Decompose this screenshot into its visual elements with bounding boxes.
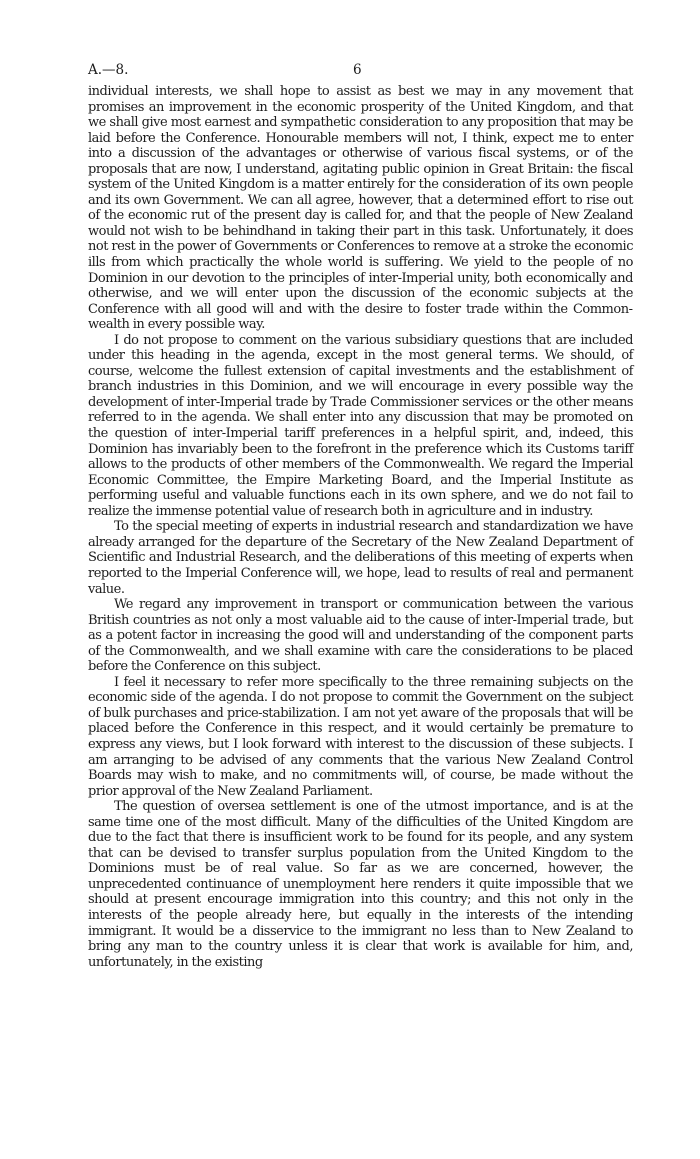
paragraph-transport: We regard any improvement in transport or communication between the various British countries as not only a most valuable aid to the cause of inter-Imperial trade, but as a potent factor in increasing the good will and understanding of the component parts of the Commonwealth, and we shall examine with care the considerations to be placed before the Conference on this subject. xyxy=(88,597,633,675)
body-text xyxy=(88,84,633,970)
paragraph-continued: individual interests, we shall hope to assist as best we may in any movement that promises an improvement in the economic prosperity of the United Kingdom, and that we shall give most earnest and sympathetic consideration to any proposition that may be laid before the Conference. Honourable members will not, I think, expect me to enter into a discussion of the advantages or otherwise of various fiscal systems, or of the proposals that are now, I understand, agitating public opinion in Great Britain: the fiscal system of the United Kingdom is a matter entirely for the consideration of its own people and its own Government. We can all agree, however, that a determined effort to rise out of the economic rut of the present day is called for, and that the people of New Zealand would not wish to be behindhand in taking their part in this task. Unfortunately, it does not rest in the power of Governments or Conferences to remove at a stroke the economic ills from which practically the whole world is suffering. We yield to the people of no Dominion in our devotion to the principles of inter-Imperial unity, both economically and otherwise, and we will enter upon the discussion of the economic subjects at the Conference with all good will and with the desire to foster trade within the Commonwealth in every possible way. xyxy=(88,84,633,333)
document-page xyxy=(88,62,633,970)
document-reference: A.—8. xyxy=(88,62,129,78)
paragraph-subsidiary-questions: I do not propose to comment on the various subsidiary questions that are included under this heading in the agenda, except in the most general terms. We should, of course, welcome the fullest extension of capital investments and the establishment of branch industries in this Dominion, and we will encourage in every possible way the development of inter-Imperial trade by Trade Commissioner services or the other means referred to in the agenda. We shall enter into any discussion that may be promoted on the question of inter-Imperial tariff preferences in a helpful spirit, and, indeed, this Dominion has invariably been to the forefront in the preference which its Customs tariff allows to the products of other members of the Commonwealth. We regard the Imperial Economic Committee, the Empire Marketing Board, and the Imperial Institute as performing useful and valuable functions each in its own sphere, and we do not fail to realize the immense potential value of research both in agriculture and in industry. xyxy=(88,332,633,519)
paragraph-economic-subjects: I feel it necessary to refer more specifically to the three remaining subjects on the economic side of the agenda. I do not propose to commit the Government on the subject of bulk purchases and price-stabilization. I am not yet aware of the proposals that will be placed before the Conference in this respect, and it would certainly be premature to express any views, but I look forward with interest to the discussion of these subjects. I am arranging to be advised of any comments that the various New Zealand Control Boards may wish to make, and no commitments will, of course, be made without the prior approval of the New Zealand Parliament. xyxy=(88,674,633,799)
paragraph-oversea-settlement: The question of oversea settlement is one of the utmost importance, and is at the same time one of the most difficult. Many of the difficulties of the United Kingdom are due to the fact that there is insufficient work to be found for its people, and any system that can be devised to transfer surplus population from the United Kingdom to the Dominions must be of real value. So far as we are concerned, however, the unprecedented continuance of unemployment here renders it quite impossible that we should at present encourage immigration into this country; and this not only in the interests of the people already here, but equally in the interests of the intending immigrant. It would be a disservice to the immigrant no less than to New Zealand to bring any man to the country unless it is clear that work is available for him, and, unfortunately, in the existing xyxy=(88,799,633,970)
page-number: 6 xyxy=(353,62,362,78)
page-header xyxy=(88,62,633,84)
paragraph-industrial-research: To the special meeting of experts in industrial research and standardization we have already arranged for the departure of the Secretary of the New Zealand Department of Scientific and Industrial Research, and the deliberations of this meeting of experts when reported to the Imperial Conference will, we hope, lead to results of real and permanent value. xyxy=(88,519,633,597)
